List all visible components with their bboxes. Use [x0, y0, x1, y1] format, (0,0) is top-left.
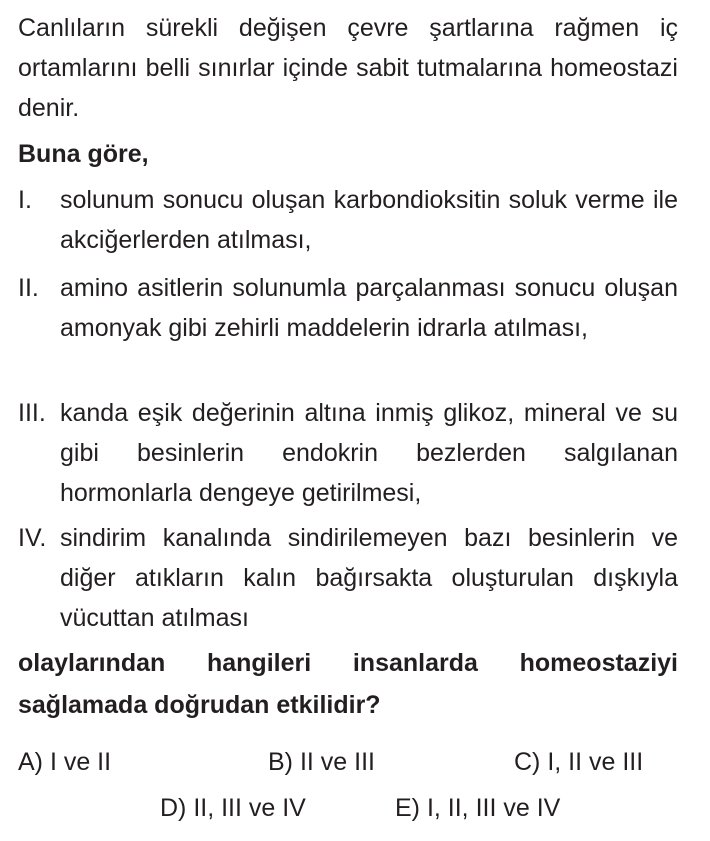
item-text: sindirim kanalında sindirilemeyen bazı besinlerin ve diğer atıkların kalın bağırsakta oluşturulan dışkıyla vücuttan atılması: [60, 524, 678, 632]
choice-a[interactable]: A) I ve II: [18, 748, 112, 776]
list-item: [18, 180, 678, 260]
choice-e[interactable]: E) I, II, III ve IV: [395, 794, 561, 822]
choice-b[interactable]: B) II ve III: [268, 748, 375, 776]
choice-c[interactable]: C) I, II ve III: [514, 748, 644, 776]
item-number: II.: [18, 274, 39, 302]
list-item: [18, 518, 678, 638]
item-text: amino asitlerin solunumla parçalanması sonucu oluşan amonyak gibi zehirli maddelerin idrarla atılması,: [60, 274, 678, 342]
item-number: I.: [18, 186, 32, 214]
list-item: [18, 393, 678, 513]
item-number: III.: [18, 399, 46, 427]
question-text: olaylarından hangileri insanlarda homeostaziyi sağlamada doğrudan etkilidir?: [18, 649, 678, 719]
choice-d[interactable]: D) II, III ve IV: [160, 794, 306, 822]
item-text: kanda eşik değerinin altına inmiş glikoz, mineral ve su gibi besinlerin endokrin bezlerden salgılanan hormonlarla dengeye getirilmesi,: [60, 399, 678, 507]
lead-text: Buna göre,: [18, 140, 149, 168]
item-number: IV.: [18, 524, 47, 552]
intro-paragraph: Canlıların sürekli değişen çevre şartlarına rağmen iç ortamlarını belli sınırlar içinde sabit tutmalarına homeostazi denir.: [18, 14, 678, 122]
item-text: solunum sonucu oluşan karbondioksitin soluk verme ile akciğerlerden atılması,: [60, 186, 678, 254]
list-item: [18, 268, 678, 348]
